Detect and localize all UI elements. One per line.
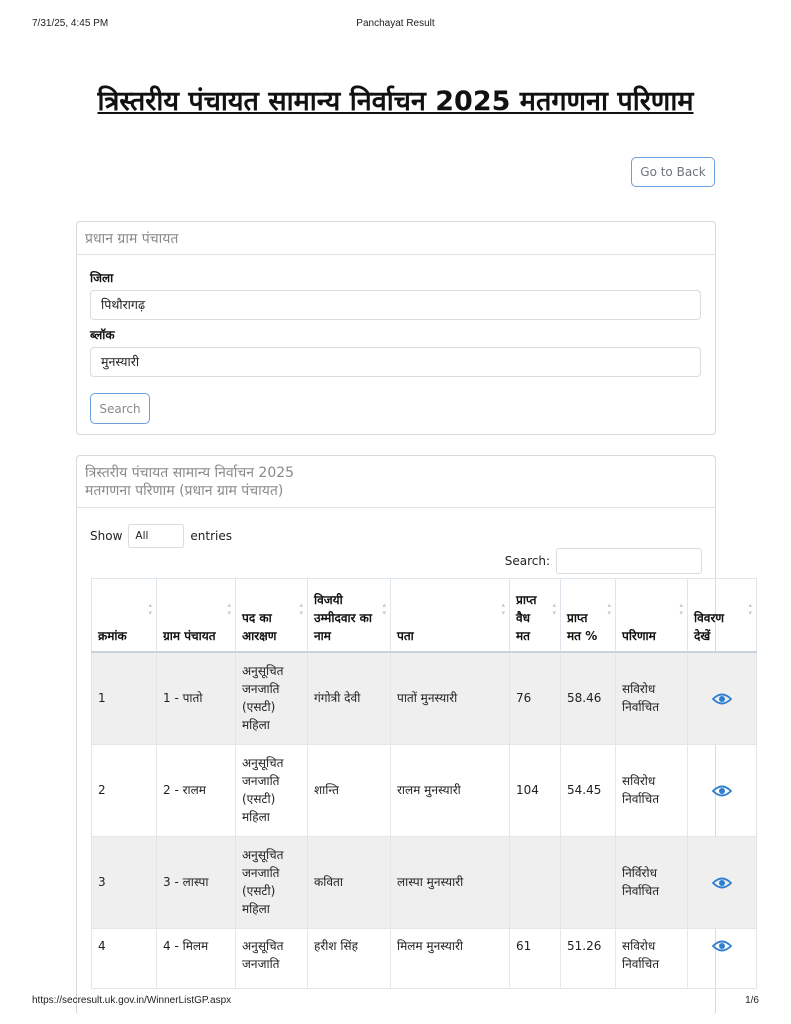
- entries-length-select[interactable]: All: [128, 524, 184, 548]
- cell-village: 4 - मिलम: [157, 928, 236, 988]
- cell-winner: गंगोत्री देवी: [308, 652, 391, 744]
- cell-percent: 51.26: [561, 928, 616, 988]
- results-card: [76, 455, 725, 1015]
- column-header-details[interactable]: विवरण देखें ▴ ▾: [688, 579, 757, 653]
- district-label: जिला: [90, 271, 114, 285]
- cell-winner: शान्ति: [308, 744, 391, 836]
- block-label: ब्लॉक: [90, 328, 115, 342]
- cell-result: सविरोध निर्वाचित: [616, 652, 688, 744]
- cell-reservation: अनुसूचित जनजाति: [236, 928, 308, 988]
- cell-sno: 1: [92, 652, 157, 744]
- block-select[interactable]: मुनस्यारी: [90, 347, 701, 377]
- cell-result: सविरोध निर्वाचित: [616, 744, 688, 836]
- cell-village: 2 - रालम: [157, 744, 236, 836]
- length-control: [90, 524, 232, 548]
- column-header-village[interactable]: ग्राम पंचायत ▴ ▾: [157, 579, 236, 653]
- filter-card: [76, 221, 716, 435]
- entries-label: entries: [190, 529, 232, 543]
- cell-votes: 104: [510, 744, 561, 836]
- cell-votes: 61: [510, 928, 561, 988]
- column-header-votes[interactable]: प्राप्त वैध मत ▴ ▾: [510, 579, 561, 653]
- cell-sno: 3: [92, 836, 157, 928]
- cell-percent: [561, 836, 616, 928]
- cell-address: मिलम मुनस्यारी: [391, 928, 510, 988]
- cell-details: [688, 652, 757, 744]
- table-row: [92, 744, 757, 836]
- cell-address: लास्पा मुनस्यारी: [391, 836, 510, 928]
- cell-address: रालम मुनस्यारी: [391, 744, 510, 836]
- column-header-address[interactable]: पता ▴ ▾: [391, 579, 510, 653]
- print-page-title: Panchayat Result: [356, 18, 435, 29]
- district-select[interactable]: पिथौरागढ़: [90, 290, 701, 320]
- cell-percent: 58.46: [561, 652, 616, 744]
- column-header-result[interactable]: परिणाम ▴ ▾: [616, 579, 688, 653]
- cell-percent: 54.45: [561, 744, 616, 836]
- table-row: [92, 652, 757, 744]
- column-header-sno[interactable]: क्रमांक ▴ ▾: [92, 579, 157, 653]
- column-header-reservation[interactable]: पद का आरक्षण ▴ ▾: [236, 579, 308, 653]
- eye-icon[interactable]: [712, 939, 732, 953]
- cell-result: निर्विरोध निर्वाचित: [616, 836, 688, 928]
- cell-result: सविरोध निर्वाचित: [616, 928, 688, 988]
- cell-sno: 4: [92, 928, 157, 988]
- page-title: त्रिस्तरीय पंचायत सामान्य निर्वाचन 2025 मतगणना परिणाम: [97, 86, 694, 117]
- results-table: [91, 578, 757, 989]
- eye-icon[interactable]: [712, 876, 732, 890]
- cell-reservation: अनुसूचित जनजाति (एसटी) महिला: [236, 652, 308, 744]
- table-header-row: [92, 579, 757, 653]
- table-controls: [77, 508, 715, 580]
- cell-details: [688, 744, 757, 836]
- cell-winner: कविता: [308, 836, 391, 928]
- table-row: [92, 836, 757, 928]
- cell-reservation: अनुसूचित जनजाति (एसटी) महिला: [236, 744, 308, 836]
- cell-votes: [510, 836, 561, 928]
- go-back-button[interactable]: Go to Back: [631, 157, 715, 187]
- column-header-percent[interactable]: प्राप्त मत % ▴ ▾: [561, 579, 616, 653]
- print-page-number: 1/6: [745, 995, 759, 1006]
- show-label: Show: [90, 529, 123, 543]
- cell-winner: हरीश सिंह: [308, 928, 391, 988]
- cell-sno: 2: [92, 744, 157, 836]
- cell-address: पातों मुनस्यारी: [391, 652, 510, 744]
- table-search-label: Search:: [504, 554, 550, 568]
- table-row: [92, 928, 757, 988]
- cell-reservation: अनुसूचित जनजाति (एसटी) महिला: [236, 836, 308, 928]
- eye-icon[interactable]: [712, 692, 732, 706]
- filter-card-header: प्रधान ग्राम पंचायत: [77, 222, 715, 255]
- cell-details: [688, 928, 757, 988]
- print-url: https://secresult.uk.gov.in/WinnerListGP.aspx: [32, 995, 232, 1006]
- table-search-control: [505, 548, 702, 574]
- results-header-line1: त्रिस्तरीय पंचायत सामान्य निर्वाचन 2025: [85, 465, 295, 481]
- results-header-line2: मतगणना परिणाम (प्रधान ग्राम पंचायत): [85, 483, 284, 499]
- cell-village: 3 - लास्पा: [157, 836, 236, 928]
- column-header-winner[interactable]: विजयी उम्मीदवार का नाम ▴ ▾: [308, 579, 391, 653]
- cell-details: [688, 836, 757, 928]
- results-card-header: [77, 456, 715, 508]
- eye-icon[interactable]: [712, 784, 732, 798]
- search-button[interactable]: Search: [90, 393, 150, 424]
- table-search-input[interactable]: [556, 548, 702, 574]
- cell-village: 1 - पातो: [157, 652, 236, 744]
- cell-votes: 76: [510, 652, 561, 744]
- print-date: 7/31/25, 4:45 PM: [32, 18, 109, 29]
